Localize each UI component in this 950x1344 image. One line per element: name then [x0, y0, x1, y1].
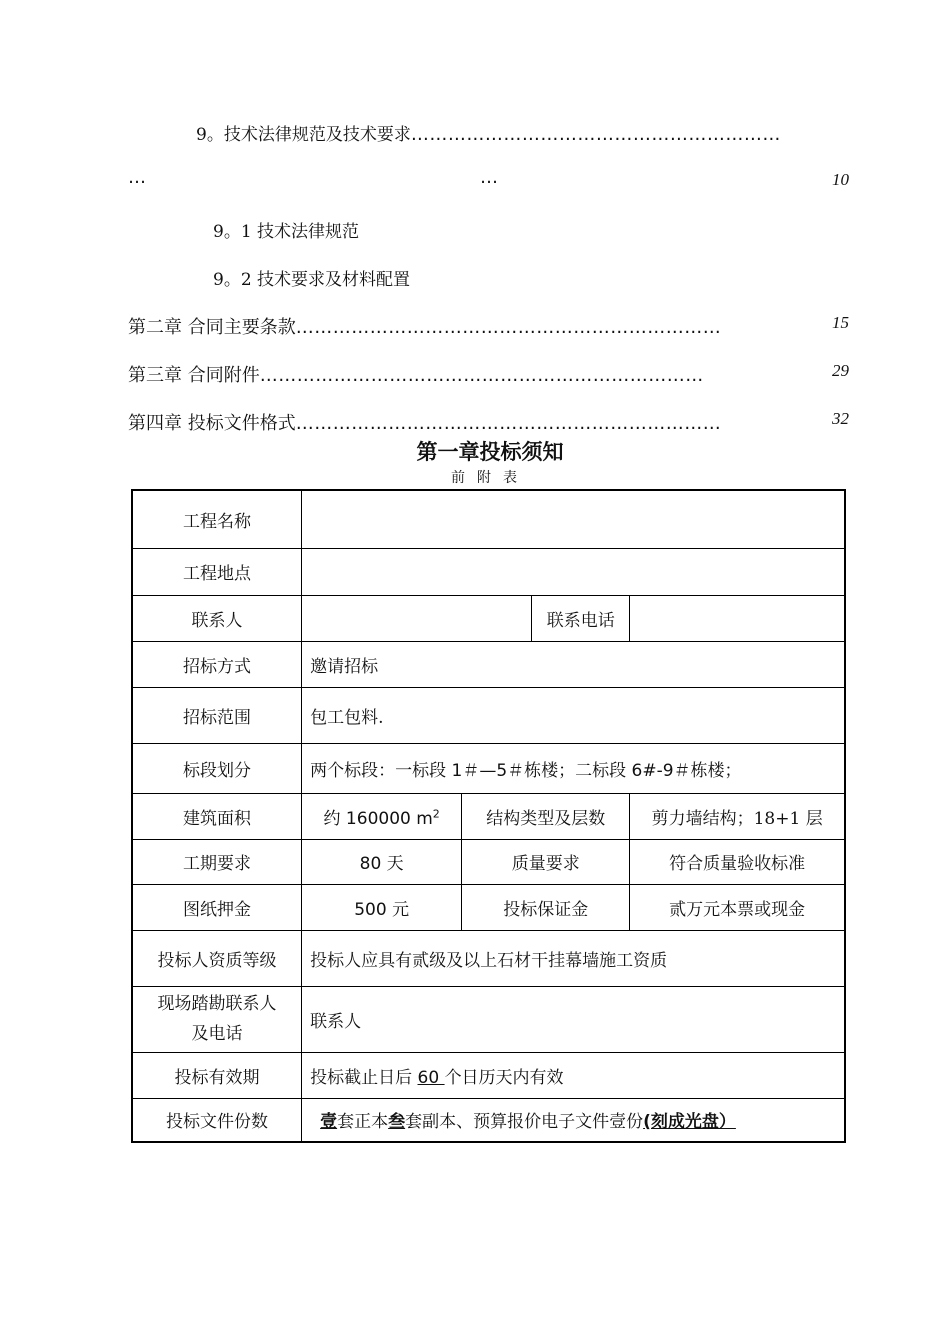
toc-item-9[interactable]	[196, 120, 781, 145]
table-row	[132, 490, 845, 548]
table-row	[132, 930, 845, 986]
table-row	[132, 1098, 845, 1142]
quality-label: 质量要求	[462, 839, 630, 884]
deposit-label: 图纸押金	[132, 884, 302, 930]
table-row	[132, 1052, 845, 1098]
toc-chapter-2[interactable]	[128, 313, 721, 339]
toc-item-9-continuation-left: …	[128, 167, 146, 188]
validity-days: 60	[417, 1067, 445, 1088]
bid-info-table	[131, 489, 846, 1143]
project-location-value[interactable]	[302, 548, 845, 595]
table-row	[132, 548, 845, 595]
copies-original-text: 套正本	[337, 1112, 389, 1133]
site-visit-label-line1: 现场踏勘联系人	[157, 994, 277, 1014]
contact-phone-label: 联系电话	[532, 595, 630, 641]
validity-text-pre: 投标截止日后	[310, 1067, 418, 1088]
area-value	[302, 793, 462, 839]
bid-method-label: 招标方式	[132, 641, 302, 687]
table-subtitle: 前附表	[451, 470, 529, 486]
toc-leader-dots: ………………………………………………………………	[259, 365, 704, 386]
toc-item-9-2[interactable]: 9。2 技术要求及材料配置	[213, 270, 411, 290]
table-row	[132, 839, 845, 884]
project-name-value[interactable]	[302, 490, 845, 548]
structure-value: 剪力墙结构；18+1 层	[630, 793, 845, 839]
project-location-label: 工程地点	[132, 548, 302, 595]
period-label: 工期要求	[132, 839, 302, 884]
sections-value: 两个标段：一标段 1＃—5＃栋楼；二标段 6#-9＃栋楼；	[302, 743, 845, 793]
deposit-value: 500 元	[302, 884, 462, 930]
validity-label: 投标有效期	[132, 1052, 302, 1098]
contact-label: 联系人	[132, 595, 302, 641]
toc-item-9-1[interactable]: 9。1 技术法律规范	[213, 222, 360, 242]
toc-label: 第二章 合同主要条款	[128, 317, 296, 338]
toc-page-number: 29	[832, 361, 849, 380]
toc-page-number: 32	[832, 409, 849, 428]
qualification-value: 投标人应具有贰级及以上石材干挂幕墙施工资质	[302, 930, 845, 986]
project-name-label: 工程名称	[132, 490, 302, 548]
toc-chapter-4[interactable]	[128, 409, 721, 435]
copies-duplicate-count: 叁	[388, 1112, 406, 1133]
table-row	[132, 687, 845, 743]
copies-value	[302, 1098, 845, 1142]
table-row	[132, 595, 845, 641]
contact-value[interactable]	[302, 595, 532, 641]
table-row	[132, 793, 845, 839]
table-row	[132, 641, 845, 687]
qualification-label: 投标人资质等级	[132, 930, 302, 986]
table-row	[132, 884, 845, 930]
table-row	[132, 986, 845, 1052]
area-number: 约 160000 m	[323, 808, 433, 829]
toc-leader-dots: ……………………………………………………………	[295, 413, 722, 434]
site-visit-label	[132, 986, 302, 1052]
copies-label: 投标文件份数	[132, 1098, 302, 1142]
copies-media-note: (刻成光盘）	[643, 1112, 736, 1133]
copies-duplicate-text: 套副本、预算报价电子文件壹份	[405, 1112, 644, 1133]
copies-original-count: 壹	[320, 1112, 338, 1133]
toc-page-number: 10	[832, 170, 849, 189]
site-visit-value: 联系人	[302, 986, 845, 1052]
quality-value: 符合质量验收标准	[630, 839, 845, 884]
toc-leader-dots: ……………………………………………………………	[295, 317, 722, 338]
toc-item-9-continuation-mid: …	[480, 167, 498, 188]
toc-label: 第三章 合同附件	[128, 365, 260, 386]
chapter-title: 第一章投标须知	[416, 440, 564, 464]
toc-page-number: 15	[832, 313, 849, 332]
bid-scope-label: 招标范围	[132, 687, 302, 743]
period-value: 80 天	[302, 839, 462, 884]
bid-scope-value: 包工包料.	[302, 687, 845, 743]
toc-label: 9。技术法律规范及技术要求	[196, 125, 411, 145]
validity-value	[302, 1052, 845, 1098]
validity-text-post: 个日历天内有效	[444, 1067, 564, 1088]
bond-value: 贰万元本票或现金	[630, 884, 845, 930]
table-row	[132, 743, 845, 793]
structure-label: 结构类型及层数	[462, 793, 630, 839]
bond-label: 投标保证金	[462, 884, 630, 930]
toc-leader-dots: ……………………………………………………	[410, 124, 781, 145]
sections-label: 标段划分	[132, 743, 302, 793]
toc-label: 第四章 投标文件格式	[128, 413, 296, 434]
area-unit-superscript: 2	[432, 806, 440, 820]
contact-phone-value[interactable]	[630, 595, 845, 641]
site-visit-label-line2: 及电话	[191, 1024, 243, 1044]
toc-chapter-3[interactable]	[128, 361, 704, 387]
area-label: 建筑面积	[132, 793, 302, 839]
bid-method-value: 邀请招标	[302, 641, 845, 687]
